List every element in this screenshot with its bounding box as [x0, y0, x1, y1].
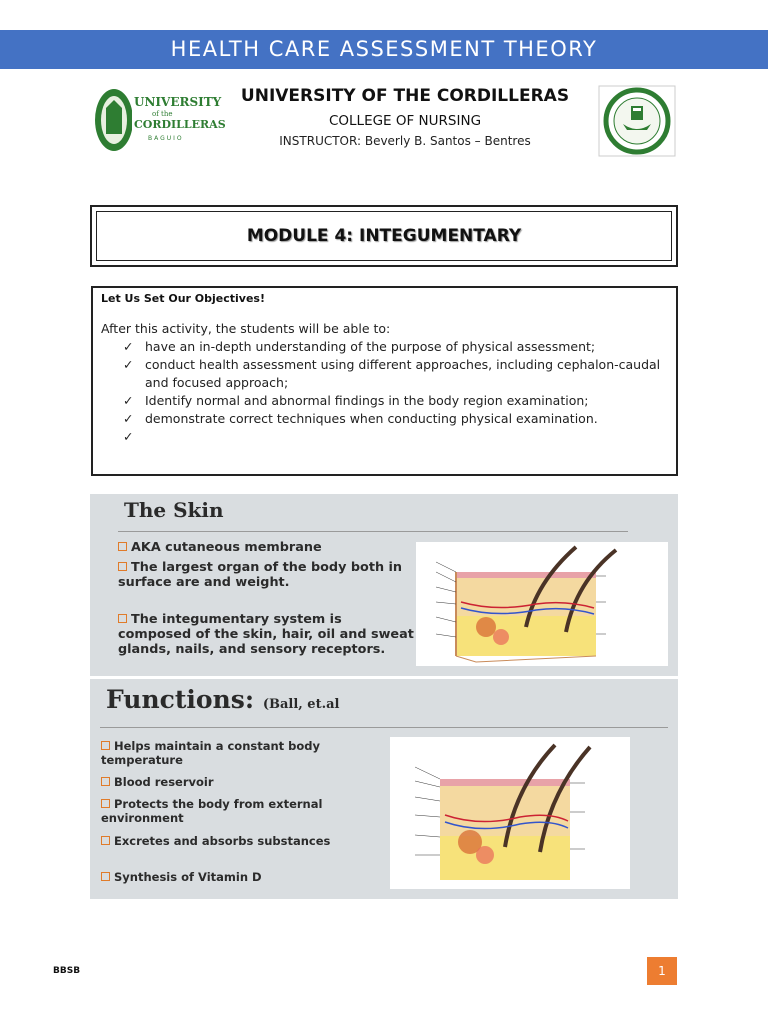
college-name: COLLEGE OF NURSING [328, 113, 482, 129]
checkmark-icon: ✓ [123, 411, 134, 426]
citation: (Ball, et.al [262, 697, 340, 712]
slide-title-functions: Functions: (Ball, et.al [106, 685, 340, 714]
svg-text:CORDILLERAS: CORDILLERAS [134, 118, 226, 131]
slide-bullet: Blood reservoir [101, 775, 371, 789]
slide-title-skin: The Skin [124, 498, 224, 522]
module-title: MODULE 4: INTEGUMENTARY [246, 226, 522, 246]
university-heading [222, 86, 588, 148]
footer-initials: BBSB [53, 966, 81, 976]
objectives-intro: After this activity, the students will be able to: [101, 321, 391, 336]
slide-bullet: Protects the body from external environment [101, 797, 323, 825]
slide-bullet: Excretes and absorbs substances [101, 834, 371, 848]
divider [118, 531, 628, 532]
bullet-box-icon [101, 741, 110, 750]
header-banner [0, 30, 768, 69]
bullet-box-icon [118, 542, 127, 551]
checkmark-icon: ✓ [123, 357, 134, 372]
slide-bullet: Synthesis of Vitamin D [101, 870, 371, 884]
svg-text:of the: of the [152, 110, 173, 118]
university-seal-right [597, 84, 677, 158]
slide-functions [90, 679, 678, 899]
banner-title: HEALTH CARE ASSESSMENT THEORY [170, 37, 598, 61]
checkmark-icon: ✓ [123, 393, 134, 408]
slide-bullet: AKA cutaneous membrane [118, 540, 418, 555]
slide-the-skin [90, 494, 678, 676]
skin-cross-section-illustration [390, 737, 630, 889]
svg-text:UNIVERSITY: UNIVERSITY [134, 95, 222, 109]
university-logo-left [92, 86, 226, 154]
skin-cross-section-illustration [416, 542, 668, 666]
divider [100, 727, 668, 728]
objective-item: ✓ have an in-depth understanding of the purpose of physical assessment; [123, 339, 596, 354]
university-name: UNIVERSITY OF THE CORDILLERAS [240, 86, 570, 106]
slide-bullet: Helps maintain a constant body temperature [101, 739, 321, 767]
bullet-box-icon [101, 836, 110, 845]
bullet-box-icon [101, 777, 110, 786]
slide-bullet: The largest organ of the body both in surface are and weight. [118, 560, 403, 590]
bullet-box-icon [118, 562, 127, 571]
module-title-box [90, 205, 678, 267]
slide-bullet: The integumentary system is composed of the skin, hair, oil and sweat glands, nails, and sensory receptors. [118, 612, 414, 657]
bullet-box-icon [101, 799, 110, 808]
bullet-box-icon [101, 872, 110, 881]
objectives-list [123, 338, 668, 444]
bullet-box-icon [118, 614, 127, 623]
checkmark-icon: ✓ [123, 429, 134, 444]
objective-item: ✓ conduct health assessment using different approaches, including cephalon-caudal and focused approach; [123, 357, 661, 390]
objective-item: ✓ Identify normal and abnormal findings in the body region examination; [123, 393, 589, 408]
page-number-badge: 1 [647, 957, 677, 985]
svg-text:BAGUIO: BAGUIO [148, 135, 184, 142]
checkmark-icon: ✓ [123, 339, 134, 354]
instructor-name: INSTRUCTOR: Beverly B. Santos – Bentres [279, 134, 531, 148]
objective-item: ✓ demonstrate correct techniques when conducting physical examination. [123, 411, 598, 426]
objectives-box [91, 286, 678, 476]
objectives-heading: Let Us Set Our Objectives! [101, 292, 265, 305]
